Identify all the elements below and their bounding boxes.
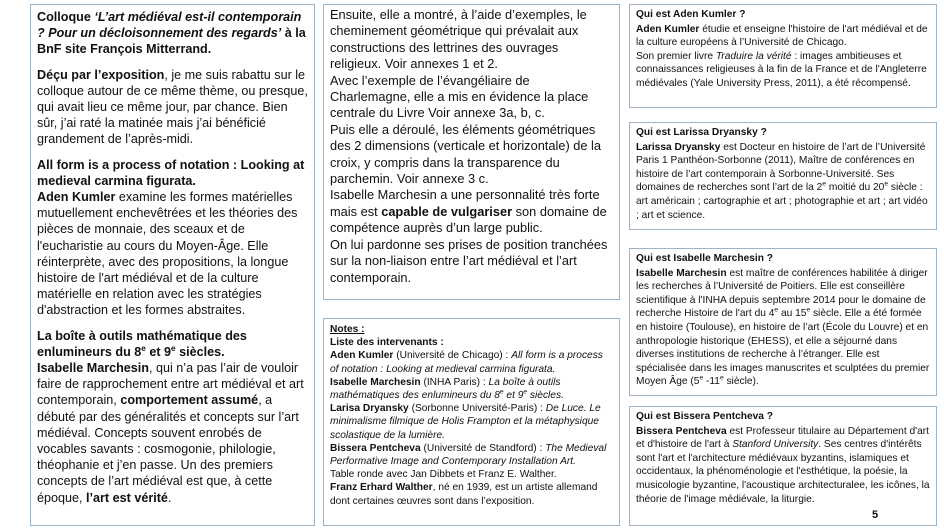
- talk2-title: La boîte à outils mathématique des enlumineurs du 8e et 9e siècles.: [37, 328, 247, 359]
- talk1-title: All form is a process of notation : Looking at medieval carmina figurata.: [37, 157, 305, 188]
- paragraph-charlemagne: Avec l’exemple de l’évangéliaire de Charlemagne, elle a mis en évidence la place centrale du Livre Voir annexe 3a, b, c.: [330, 72, 589, 121]
- intro-paragraph: Déçu par l’exposition, je me suis rabattu sur le colloque autour de ce même thème, ou presque, qui avait lieu ce même jour, par chance. Bien sûr, j’ai raté la matinée mais j’ai bénéficié grandement de l’après-midi.: [37, 67, 308, 147]
- main-text-column: [30, 4, 315, 526]
- bio-box-marchesin: [629, 248, 937, 396]
- bio-box-dryansky: [629, 122, 937, 230]
- continuation-text-column: [323, 4, 620, 300]
- bio-box-pentcheva: [629, 406, 937, 526]
- note-walther: Franz Erhard Walther, né en 1939, est un artiste allemand dont certaines œuvres sont dans l’exposition.: [330, 482, 598, 507]
- note-kumler: Aden Kumler (Université de Chicago) : All form is a process of notation : Looking at medieval carmina figurata.: [330, 350, 603, 375]
- paragraph-personnalite: Isabelle Marchesin a une personnalité très forte mais est capable de vulgariser son domaine de compétence auprès d’un large public.: [330, 187, 607, 236]
- bio-text-marchesin: Isabelle Marchesin est maître de conférences habilitée à diriger les recherches à l’Université de Poitiers. Elle est conseillère scientifique à l'INHA depuis septembre 2014 pour le domaine de recherche Histoire de l'art du 4e au 15e siècle. Elle a été formée en histoire (Toulouse), en histoire de l’art (École du Louvre) et en anthropologie historique (EHESS), et elle a séjourné dans diverses institutions de recherche à l’étranger. Elle est spécialisée dans les images manuscrites et sculptées du premier Moyen Âge (5e -11e siècle).: [636, 267, 930, 388]
- bio-book-kumler: Son premier livre Traduire la vérité : images ambitieuses et connaissances religieuses à la fin de la France et de l'Angleterre médiévales (Yale University Press, 2011), a été récompensé.: [636, 50, 927, 89]
- note-table-ronde: Table ronde avec Jan Dibbets et Franz E. Walther.: [330, 469, 557, 481]
- talk1-paragraph: Aden Kumler examine les formes matérielles mutuellement enchevêtrées et les théories des pièces de monnaie, des sceaux et de l'eucharistie au cours du Moyen-Âge. Elle réinterprète, avec des propositions, la longue histoire de l'art médiéval et de la culture matérielle en relation avec les stratégies d'abstraction et les formes abstraites.: [37, 190, 298, 318]
- bio-heading-marchesin: Qui est Isabelle Marchesin ?: [636, 253, 774, 264]
- note-pentcheva: Bissera Pentcheva (Université de Standford) : The Medieval Performative Image and Contemporary Installation Art.: [330, 442, 607, 468]
- talk2-paragraph: Isabelle Marchesin, qui n’a pas l’air de vouloir faire de rapprochement entre art médiéval et art contemporain, comportement assumé, a débuté par des généralités et concepts sur l’art médiéval. Concepts souvent enrobés de vocables savants : cosmogonie, philologie, théophanie et j’en passe. Un des premiers concepts de l’art médiéval est que, à cette époque, l’art est vérité.: [37, 361, 304, 505]
- paragraph-pardon: On lui pardonne ses prises de position tranchées sur la non-liaison entre l’art médiéval et l’art contemporain.: [330, 236, 608, 285]
- page-number: 5: [872, 509, 879, 521]
- notes-box: [323, 318, 620, 526]
- bio-heading-dryansky: Qui est Larissa Dryansky ?: [636, 127, 767, 138]
- paragraph-croix: Puis elle a déroulé, les éléments géométriques des 2 dimensions (verticale et horizontale) de la croix, y compris dans la transparence du parchemin. Voir annexe 3 c.: [330, 121, 602, 187]
- bio-text-dryansky: Larissa Dryansky est Docteur en histoire de l’art de l’Université Paris 1 Panthéon-Sorbonne (2011), Maître de conférences en histoire de l’art contemporain à Sorbonne-Université. Ses domaines de recherches sont l’art de la 2e moitié du 20e siècle : art américain ; cartographie et art ; photographie et art ; art vidéo ; art et science.: [636, 141, 928, 221]
- bio-text-kumler: Aden Kumler étudie et enseigne l'histoire de l'art médiéval et de la culture européens à l’Université de Chicago.: [636, 23, 928, 49]
- note-dryansky: Larisa Dryansky (Sorbonne Université-Paris) : De Luce. Le minimalisme filmique de Holis Frampton et la métaphysique scolastique de la lumière.: [330, 403, 601, 441]
- colloque-title: Colloque ‘L’art médiéval est-il contemporain ? Pour un décloisonnement des regards’ à la BnF site François Mitterrand.: [37, 10, 306, 57]
- paragraph-lettrines: Ensuite, elle a montré, à l’aide d’exemples, le cheminement géométrique qui prévalait aux constructions des lettrines des ouvrages religieux. Voir annexes 1 et 2.: [330, 7, 587, 72]
- bio-heading-pentcheva: Qui est Bissera Pentcheva ?: [636, 411, 774, 422]
- bio-text-pentcheva: Bissera Pentcheva est Professeur titulaire au Département d'art et d'histoire de l'art à Stanford University. Ses centres d'intérêts sont l'art et l'architecture médiévaux byzantins, islamiques et occidentaux, la phénoménologie et l'esthétique, la poésie, la musicologie byzantine, l'acoustique architecturalee, les icônes, la théorie de l'image médiévale, la liturgie.: [636, 425, 930, 505]
- notes-title: Notes :: [330, 324, 365, 335]
- bio-box-kumler: [629, 4, 937, 108]
- bio-heading-kumler: Qui est Aden Kumler ?: [636, 9, 746, 20]
- speakers-list-title: Liste des intervenants :: [330, 337, 444, 349]
- note-marchesin: Isabelle Marchesin (INHA Paris) : La boîte à outils mathématiques des enlumineurs du 8e et 9e siècles.: [330, 376, 564, 402]
